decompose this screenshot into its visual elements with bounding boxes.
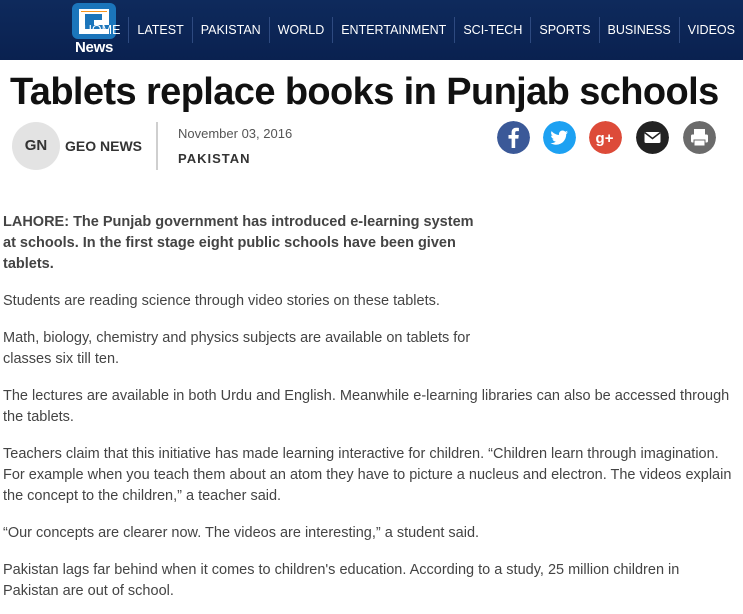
article-title: Tablets replace books in Punjab schools (10, 71, 719, 113)
nav-sci-tech[interactable]: SCI-TECH (454, 17, 530, 43)
main-nav (75, 0, 743, 60)
google-plus-share-button[interactable] (589, 121, 622, 154)
article-body (3, 212, 738, 614)
nav-pakistan[interactable]: PAKISTAN (192, 17, 269, 43)
logo-wordmark: News (75, 39, 113, 56)
nav-sports[interactable]: SPORTS (530, 17, 598, 43)
nav-entertainment[interactable]: ENTERTAINMENT (332, 17, 454, 43)
facebook-share-button[interactable] (497, 121, 530, 154)
article-paragraph-lead: LAHORE: The Punjab government has introduced e-learning system at schools. In the first stage eight public schools have been given tablets. (3, 214, 474, 272)
nav-world[interactable]: WORLD (269, 17, 333, 43)
nav-videos[interactable]: VIDEOS (679, 17, 743, 43)
svg-text:g+: g+ (595, 130, 614, 147)
article-paragraph: Students are reading science through video stories on these tablets. (3, 293, 440, 309)
google-plus-icon (589, 121, 622, 154)
publish-date: November 03, 2016 (178, 126, 293, 141)
article-paragraph: The lectures are available in both Urdu and English. Meanwhile e-learning libraries can also be accessed through the tablets. (3, 388, 730, 425)
email-icon (636, 121, 669, 154)
article-paragraph: Math, biology, chemistry and physics subjects are available on tablets for classes six till ten. (3, 330, 471, 367)
article-paragraph: “Our concepts are clearer now. The videos are interesting,” a student said. (3, 525, 480, 541)
article-paragraph: Teachers claim that this initiative has made learning interactive for children. “Children learn through imagination. For example when you teach them about an atom they have to picture a nucleus and electron. The videos explain the concept to the children,” a teacher said. (3, 446, 732, 504)
facebook-icon (497, 121, 530, 154)
twitter-share-button[interactable] (543, 121, 576, 154)
article-category[interactable]: PAKISTAN (178, 151, 251, 166)
source-name[interactable]: GEO NEWS (65, 138, 143, 154)
print-button[interactable] (683, 121, 716, 154)
byline-divider (156, 122, 158, 170)
article-paragraph: Pakistan lags far behind when it comes to children's education. According to a study, 25 million children in Pakistan are out of school. (3, 562, 680, 599)
email-share-button[interactable] (636, 121, 669, 154)
source-avatar: GN (12, 122, 60, 170)
twitter-icon (543, 121, 576, 154)
nav-home[interactable]: HOME (82, 23, 121, 37)
nav-latest[interactable]: LATEST (128, 17, 191, 43)
top-navigation-bar (0, 0, 743, 60)
nav-business[interactable]: BUSINESS (599, 17, 679, 43)
print-icon (683, 121, 716, 154)
